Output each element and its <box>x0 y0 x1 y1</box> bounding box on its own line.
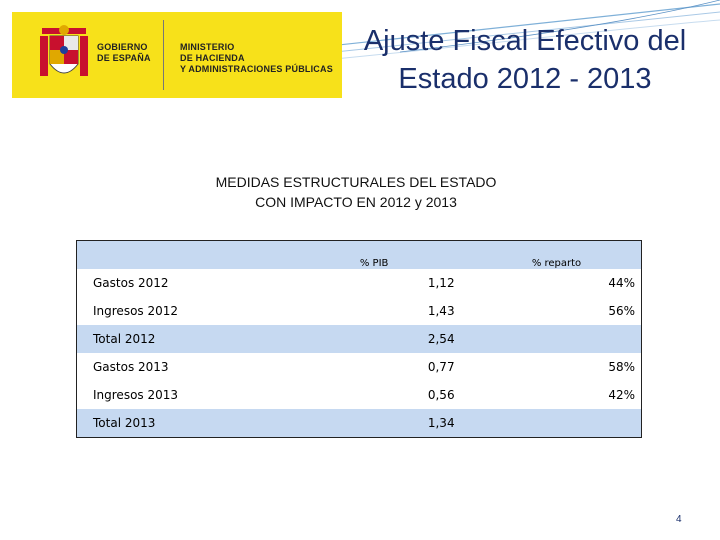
pib-value: 0,77 <box>427 360 455 374</box>
table-row <box>77 297 642 325</box>
table-row <box>77 269 642 297</box>
pib-value: 1,43 <box>427 304 455 318</box>
fiscal-adjustment-table <box>76 240 642 438</box>
row-label: Ingresos 2013 <box>93 388 179 402</box>
row-label: Gastos 2012 <box>93 276 169 290</box>
reparto-value <box>532 409 642 438</box>
row-label: Total 2012 <box>93 332 156 346</box>
header-pib: % PIB <box>350 241 493 270</box>
slide-title: Ajuste Fiscal Efectivo del Estado 2012 - 2013 <box>363 25 687 95</box>
table-row <box>77 381 642 409</box>
row-label: Gastos 2013 <box>93 360 169 374</box>
row-label: Total 2013 <box>93 416 156 430</box>
coat-of-arms-icon <box>36 24 92 86</box>
ministerio-text: MINISTERIO DE HACIENDA Y ADMINISTRACIONES PÚBLICAS <box>180 42 333 74</box>
logo-divider <box>163 20 164 90</box>
table-row-total <box>77 325 642 353</box>
reparto-value: 56% <box>608 304 635 318</box>
table-heading: MEDIDAS ESTRUCTURALES DEL ESTADO CON IMPACTO EN 2012 y 2013 <box>215 174 497 210</box>
pib-value: 0,56 <box>427 388 455 402</box>
reparto-value: 42% <box>608 388 635 402</box>
pib-value: 1,12 <box>427 276 455 290</box>
page-number: 4 <box>676 514 682 525</box>
reparto-value: 44% <box>608 276 635 290</box>
reparto-value <box>532 325 642 353</box>
header-reparto: % reparto <box>532 241 642 270</box>
row-label: Ingresos 2012 <box>93 304 179 318</box>
government-logo <box>12 12 342 98</box>
table-header-row <box>77 241 642 270</box>
reparto-value: 58% <box>608 360 635 374</box>
pib-value: 2,54 <box>427 332 455 346</box>
table-row-total <box>77 409 642 438</box>
pib-value: 1,34 <box>427 416 455 430</box>
table-row <box>77 353 642 381</box>
gobierno-text: GOBIERNO DE ESPAÑA <box>97 42 151 63</box>
